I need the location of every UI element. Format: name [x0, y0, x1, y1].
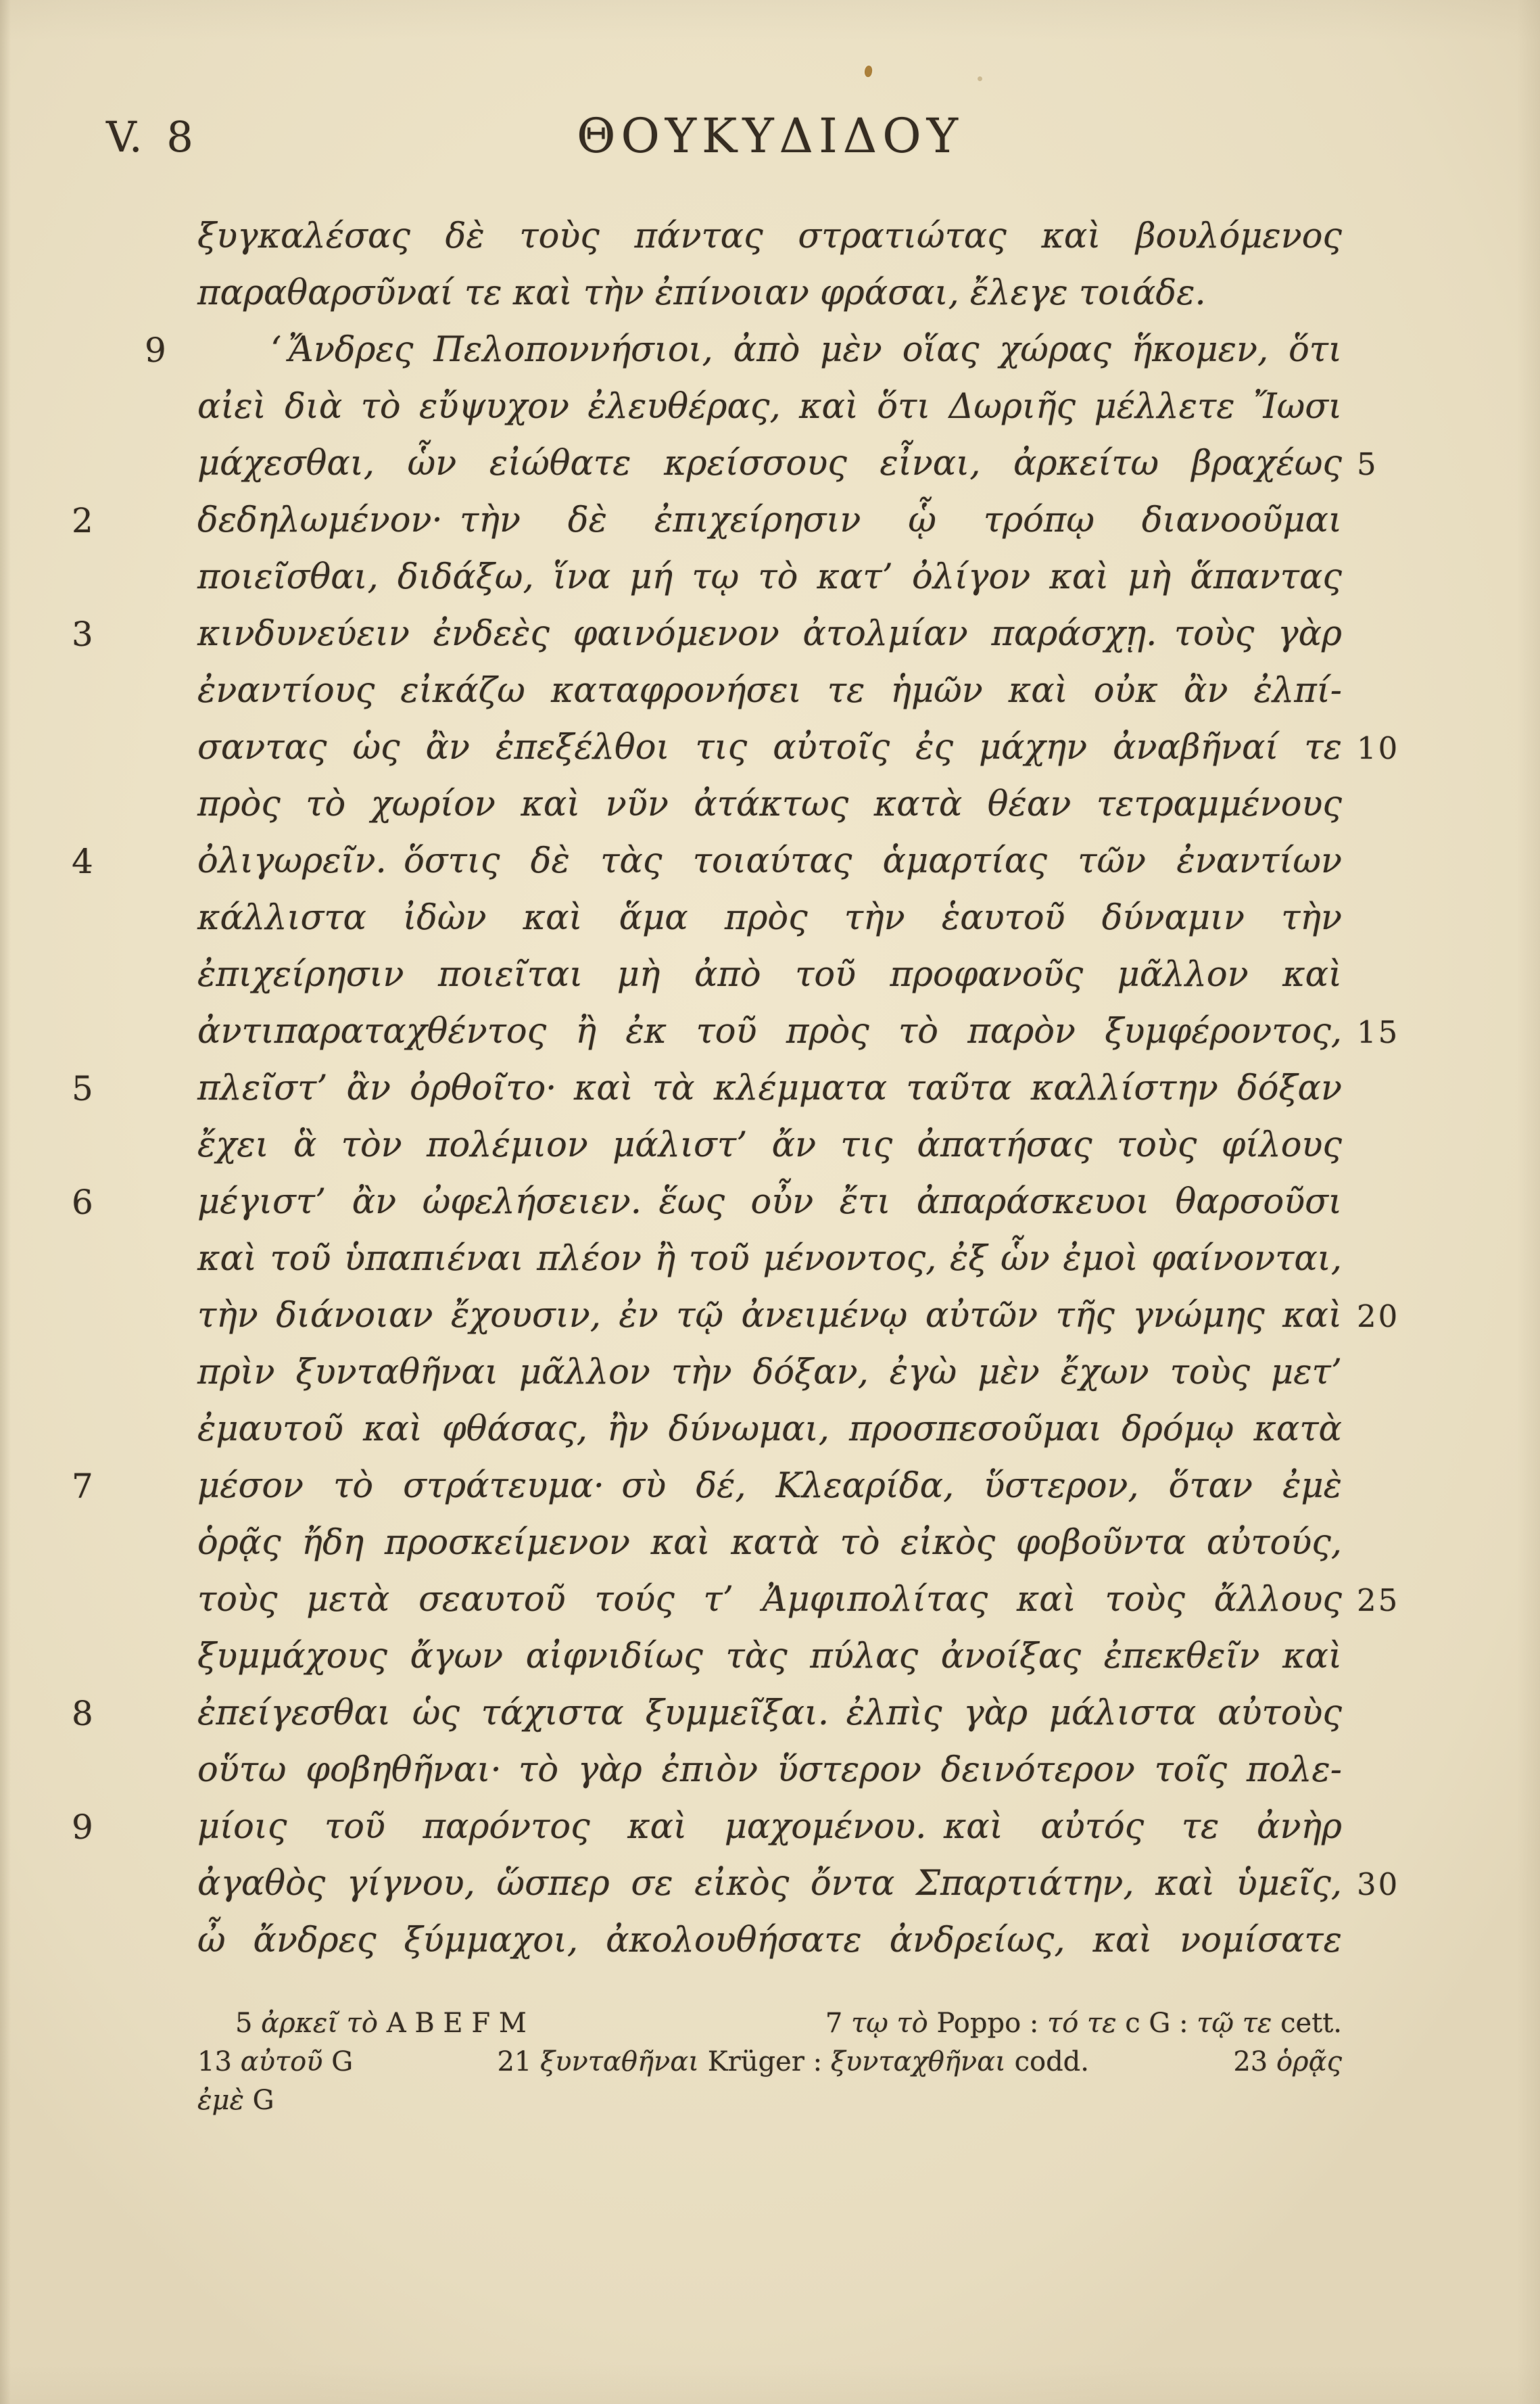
apparatus-segment: codd. — [1014, 2046, 1090, 2077]
text-line — [197, 1628, 1342, 1685]
greek-line-text: παραθαρσῦναί τε καὶ τὴν ἐπίνοιαν φράσαι, ἔλεγε τοιάδε. — [197, 273, 1206, 313]
line-number: 5 — [1357, 446, 1378, 482]
text-line — [197, 1004, 1400, 1060]
greek-line-text: μάχεσθαι, ὧν εἰώθατε κρείσσους εἶναι, ἀρκείτω βραχέως — [197, 444, 1342, 484]
greek-line-text: πρὸς τὸ χωρίον καὶ νῦν ἀτάκτως κατὰ θέαν τετραμμένους — [197, 784, 1342, 824]
text-line — [197, 208, 1342, 265]
apparatus-segment: αὐτοῦ — [240, 2046, 332, 2077]
apparatus-segment: τῳ τὸ — [851, 2008, 937, 2039]
greek-line-text: μέγιστ’ ἂν ὠφελήσειεν. ἕως οὖν ἔτι ἀπαράσκευοι θαρσοῦσι — [197, 1182, 1342, 1222]
apparatus-segment: 13 — [197, 2046, 241, 2077]
text-line — [197, 776, 1342, 833]
line-number: 20 — [1357, 1298, 1400, 1334]
greek-line-text: ξυμμάχους ἄγων αἰφνιδίως τὰς πύλας ἀνοίξας ἐπεκθεῖν καὶ — [197, 1636, 1342, 1676]
greek-line-text: ἀντιπαραταχθέντος ἢ ἐκ τοῦ πρὸς τὸ παρὸν ξυμφέροντος, — [197, 1012, 1342, 1052]
page-title: ΘΟΥΚΥΔΙΔΟΥ — [577, 108, 963, 164]
greek-line-text: ἐπιχείρησιν ποιεῖται μὴ ἀπὸ τοῦ προφανοῦς μᾶλλον καὶ — [197, 955, 1342, 995]
greek-line-text: οὕτω φοβηθῆναι· τὸ γὰρ ἐπιὸν ὕστερον δεινότερον τοῖς πολε- — [197, 1750, 1342, 1790]
apparatus-entry — [197, 2043, 353, 2081]
apparatus-segment: ξυνταθῆναι — [540, 2046, 708, 2077]
apparatus-segment: ἐμὲ — [197, 2085, 253, 2116]
apparatus-segment: τό τε — [1047, 2008, 1126, 2039]
greek-line-text: μέσον τὸ στράτευμα· σὺ δέ, Κλεαρίδα, ὕστερον, ὅταν ἐμὲ — [197, 1466, 1342, 1506]
text-line — [197, 1117, 1342, 1174]
section-number: 6 — [72, 1183, 93, 1222]
greek-line-text: ποιεῖσθαι, διδάξω, ἵνα μή τῳ τὸ κατ’ ὀλίγον καὶ μὴ ἅπαντας — [197, 557, 1342, 597]
greek-line-text: ἀγαθὸς γίγνου, ὥσπερ σε εἰκὸς ὄντα Σπαρτιάτην, καὶ ὑμεῖς, — [197, 1864, 1342, 1904]
greek-line-text: τὴν διάνοιαν ἔχουσιν, ἐν τῷ ἀνειμένῳ αὐτῶν τῆς γνώμης καὶ — [197, 1296, 1342, 1336]
text-line — [72, 1174, 1342, 1231]
text-line — [72, 1458, 1342, 1515]
running-header-chapter: V. 8 — [106, 112, 193, 162]
section-number: 9 — [72, 1808, 93, 1847]
apparatus-segment: 7 — [825, 2008, 852, 2039]
section-number: 3 — [72, 615, 93, 654]
critical-apparatus — [197, 2004, 1342, 2120]
greek-line-text: ὀλιγωρεῖν. ὅστις δὲ τὰς τοιαύτας ἁμαρτίας τῶν ἐναντίων — [197, 841, 1342, 881]
section-number: 2 — [72, 501, 93, 540]
apparatus-segment: ξυνταχθῆναι — [830, 2046, 1015, 2077]
text-line — [197, 1572, 1400, 1628]
apparatus-segment: Poppo : — [936, 2008, 1048, 2039]
apparatus-row — [197, 2081, 1342, 2120]
apparatus-segment: 21 — [497, 2046, 541, 2077]
text-line — [72, 1685, 1342, 1742]
greek-line-text: πλεῖστ’ ἂν ὀρθοῖτο· καὶ τὰ κλέμματα ταῦτα καλλίστην δόξαν — [197, 1068, 1342, 1108]
greek-line-text: τοὺς μετὰ σεαυτοῦ τούς τ’ Ἀμφιπολίτας καὶ τοὺς ἄλλους — [197, 1580, 1342, 1620]
greek-line-text: κάλλιστα ἰδὼν καὶ ἅμα πρὸς τὴν ἑαυτοῦ δύναμιν τὴν — [197, 898, 1342, 938]
section-number: 5 — [72, 1069, 93, 1108]
apparatus-segment: τῷ τε — [1197, 2008, 1281, 2039]
text-line — [197, 1288, 1400, 1344]
text-line — [197, 663, 1342, 720]
apparatus-entry — [497, 2043, 1089, 2081]
apparatus-entry — [1233, 2043, 1342, 2081]
greek-line-text: ἔχει ἃ τὸν πολέμιον μάλιστ’ ἄν τις ἀπατήσας τοὺς φίλους — [197, 1125, 1342, 1165]
ink-speck — [864, 65, 873, 78]
greek-line-text: ‘ Ἄνδρες Πελοποννήσιοι, ἀπὸ μὲν οἵας χώρας ἥκομεν, ὅτι — [270, 330, 1342, 370]
text-line — [197, 549, 1342, 606]
apparatus-segment: ὁρᾷς — [1276, 2046, 1342, 2077]
apparatus-segment: c G : — [1125, 2008, 1197, 2039]
text-line — [72, 833, 1342, 890]
greek-line-text: καὶ τοῦ ὑπαπιέναι πλέον ἢ τοῦ μένοντος, ἐξ ὧν ἐμοὶ φαίνονται, — [197, 1239, 1342, 1279]
text-line — [197, 947, 1342, 1004]
text-line — [197, 1231, 1342, 1288]
text-line — [197, 1344, 1342, 1401]
greek-line-text: ξυγκαλέσας δὲ τοὺς πάντας στρατιώτας καὶ βουλόμενος — [197, 216, 1342, 256]
text-line — [72, 492, 1342, 549]
apparatus-segment: Krüger : — [707, 2046, 831, 2077]
text-line — [197, 435, 1378, 492]
greek-line-text: ἐμαυτοῦ καὶ φθάσας, ἢν δύνωμαι, προσπεσοῦμαι δρόμῳ κατὰ — [197, 1409, 1342, 1449]
apparatus-entry — [197, 2085, 274, 2116]
line-number: 10 — [1357, 730, 1400, 766]
greek-line-text: δεδηλωμένον· τὴν δὲ ἐπιχείρησιν ᾧ τρόπῳ διανοοῦμαι — [197, 500, 1342, 540]
greek-line-text: πρὶν ξυνταθῆναι μᾶλλον τὴν δόξαν, ἐγὼ μὲν ἔχων τοὺς μετ’ — [197, 1352, 1342, 1392]
line-number: 15 — [1357, 1014, 1400, 1050]
text-line — [197, 1515, 1342, 1572]
greek-line-text: ἐναντίους εἰκάζω καταφρονήσει τε ἡμῶν καὶ οὐκ ἂν ἐλπί- — [197, 671, 1342, 711]
section-number: 4 — [72, 842, 93, 881]
text-line — [72, 1799, 1342, 1856]
apparatus-row — [197, 2043, 1342, 2081]
text-line — [72, 1060, 1342, 1117]
apparatus-segment: A B E F M — [386, 2008, 527, 2039]
line-number: 30 — [1357, 1866, 1400, 1902]
ink-speck-faint — [978, 76, 982, 81]
apparatus-segment: G — [252, 2085, 274, 2116]
greek-line-text: ὁρᾷς ἤδη προσκείμενον καὶ κατὰ τὸ εἰκὸς φοβοῦντα αὐτούς, — [197, 1523, 1342, 1563]
text-line — [197, 890, 1342, 947]
line-number: 25 — [1357, 1582, 1400, 1618]
text-line — [197, 1856, 1400, 1912]
apparatus-segment: 23 — [1233, 2046, 1276, 2077]
section-number: 9 — [145, 331, 166, 370]
greek-line-text: αἰεὶ διὰ τὸ εὔψυχον ἐλευθέρας, καὶ ὅτι Δωριῆς μέλλετε Ἴωσι — [197, 387, 1342, 427]
apparatus-entry — [235, 2004, 527, 2043]
greek-line-text: κινδυνεύειν ἐνδεὲς φαινόμενον ἀτολμίαν παράσχῃ. τοὺς γὰρ — [197, 614, 1342, 654]
apparatus-segment: cett. — [1280, 2008, 1342, 2039]
greek-line-text: σαντας ὡς ἂν ἐπεξέλθοι τις αὐτοῖς ἐς μάχην ἀναβῆναί τε — [197, 728, 1342, 768]
apparatus-segment: 5 — [235, 2008, 262, 2039]
text-line — [145, 322, 1342, 379]
text-line — [197, 1912, 1342, 1969]
apparatus-entry — [825, 2004, 1342, 2043]
text-line — [197, 1742, 1342, 1799]
greek-line-text: ὦ ἄνδρες ξύμμαχοι, ἀκολουθήσατε ἀνδρείως, καὶ νομίσατε — [197, 1920, 1342, 1960]
greek-line-text: μίοις τοῦ παρόντος καὶ μαχομένου. καὶ αὐτός τε ἀνὴρ — [197, 1807, 1342, 1847]
text-line — [197, 720, 1400, 776]
apparatus-row — [197, 2004, 1342, 2043]
text-line — [197, 379, 1342, 435]
greek-line-text: ἐπείγεσθαι ὡς τάχιστα ξυμμεῖξαι. ἐλπὶς γὰρ μάλιστα αὐτοὺς — [197, 1693, 1342, 1733]
apparatus-segment: G — [331, 2046, 354, 2077]
text-line — [197, 1401, 1342, 1458]
text-line — [72, 606, 1342, 663]
greek-text-block — [72, 208, 1400, 1969]
text-line — [197, 265, 1342, 322]
section-number: 7 — [72, 1467, 93, 1506]
apparatus-segment: ἀρκεῖ τὸ — [261, 2008, 387, 2039]
section-number: 8 — [72, 1694, 93, 1733]
